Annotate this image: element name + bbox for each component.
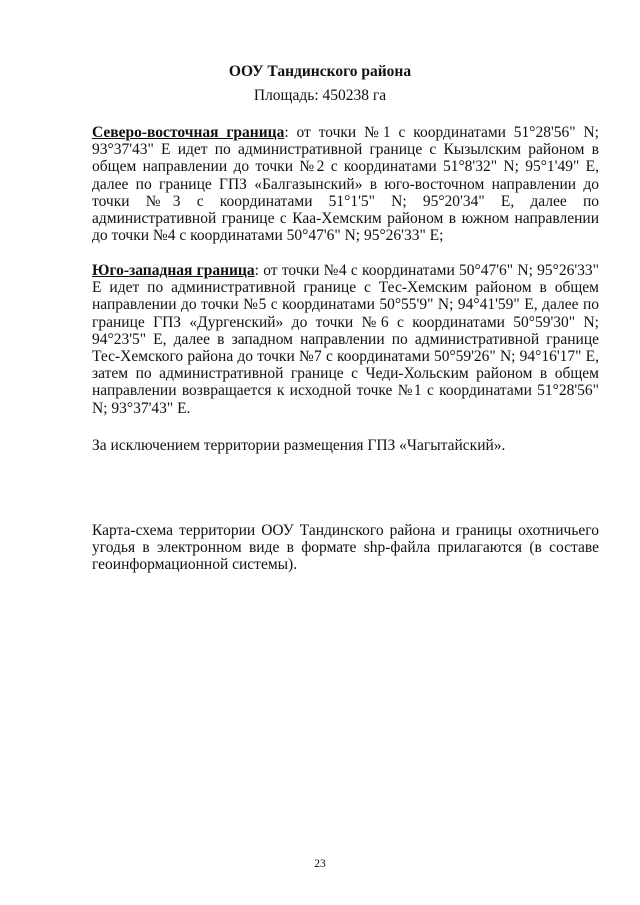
document-title: ООУ Тандинского района (228, 63, 412, 80)
map-note-paragraph: Карта-схема территории ООУ Тандинского района и границы охотничьего угодья в электронном виде в формате shp-файла прилагаются (в составе геоинформационной системы). (92, 522, 599, 574)
southwest-boundary-heading: Юго-западная граница (92, 262, 255, 279)
exclusion-paragraph: За исключением территории размещения ГПЗ «Чагытайский». (92, 437, 506, 454)
northeast-boundary-text: : от точки №1 с координатами 51°28'56" N; 93°37'43" E идет по административной границе с Кызылским районом в общем направлении до точки №2 с координатами 51°8'32" N; 95°1'49" E, далее по границе ГПЗ «Балгазынский» в юго-восточном направлении до точки №3 с координатами 51°1'5" N; 95°20'34" E, далее по административной границе с Каа-Хемским районом в южном направлении до точки №4 с координатами 50°47'6" N; 95°26'33" E; (92, 124, 599, 245)
southwest-boundary-text: : от точки №4 с координатами 50°47'6" N; 95°26'33" E идет по административной границе с Тес-Хемским районом в общем направлении до точки №5 с координатами 50°55'9" N; 94°41'59" E, далее по границе ГПЗ «Дургенский» до точки №6 с координатами 50°59'30" N; 94°23'5" E, далее в западном направлении по административной границе Тес-Хемского района до точки №7 с координатами 50°59'26" N; 94°16'17" E, затем по административной границе с Чеди-Хольским районом в общем направлении возвращается к исходной точке №1 с координатами 51°28'56" N; 93°37'43" E. (92, 262, 599, 417)
page-number: 23 (314, 858, 326, 870)
northeast-boundary-heading: Северо-восточная граница (92, 124, 285, 141)
northeast-boundary-paragraph (92, 124, 599, 244)
area-line: Площадь: 450238 га (253, 87, 387, 104)
southwest-boundary-paragraph (92, 262, 599, 417)
